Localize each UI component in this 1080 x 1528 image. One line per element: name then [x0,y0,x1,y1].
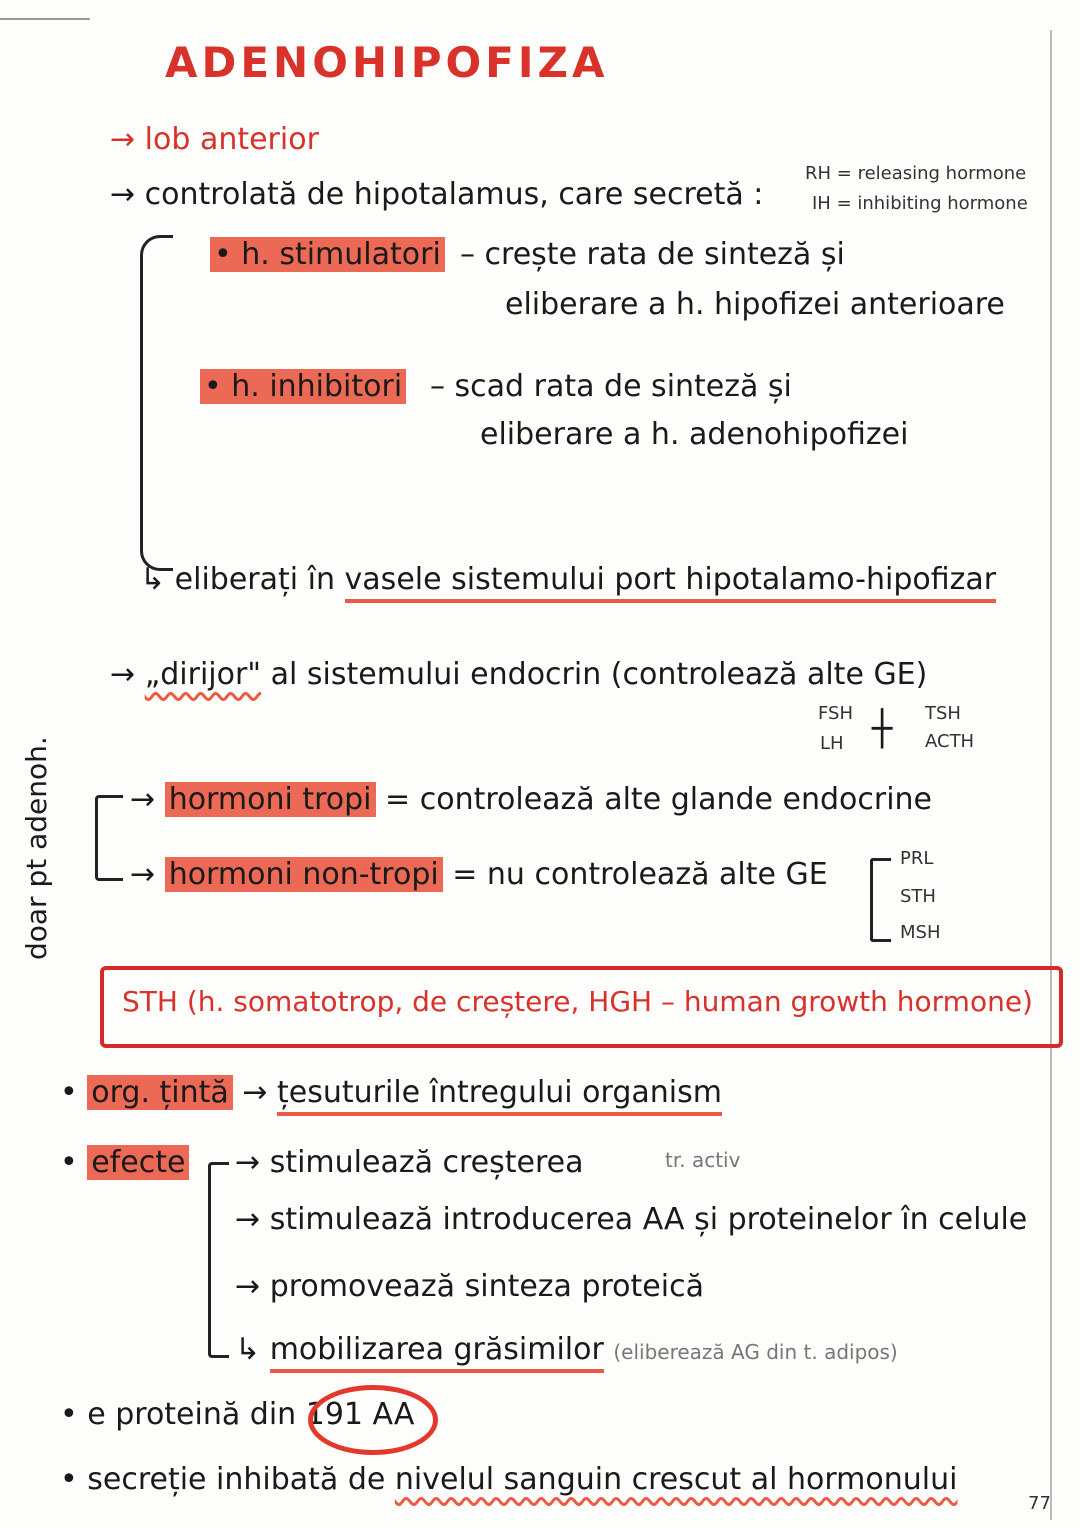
acth: ACTH [925,731,975,752]
target-organ-label: org. țintă [87,1075,233,1110]
page-number: 77 [1028,1493,1051,1514]
effect-text: mobilizarea grăsimilor [270,1332,604,1373]
sth: STH [900,886,936,907]
highlight: • h. inhibitori [200,369,406,404]
released-line [140,562,997,597]
bracket [140,235,173,571]
bracket [95,795,123,881]
prl: PRL [900,848,934,869]
protein-value: 191 AA [305,1397,415,1432]
branch-mark: ┼ [872,709,893,749]
lh: LH [820,733,844,754]
stimulatori-desc-1: – crește rata de sinteză și [460,237,845,272]
side-note: doar pt adenoh. [20,736,53,960]
effect-item: ↳ mobilizarea grăsimilor (eliberează AG din t. adipos) [235,1335,898,1365]
tropi-label: hormoni tropi [165,782,376,817]
effect-item: → stimulează creșterea [235,1145,584,1180]
secretion-value: nivelul sanguin crescut al hormonului [394,1462,958,1497]
effect-text: stimulează creșterea [269,1145,584,1180]
stimulatori-desc-2: eliberare a h. hipofizei anterioare [505,287,1005,322]
conductor-line [110,657,928,692]
conductor-rest: al sistemului endocrin (controlează alte GE) [270,657,928,692]
sth-heading [122,985,1033,1018]
sth-heading-text: STH (h. somatotrop, de creștere, HGH – human growth hormone) [122,985,1033,1018]
stimulatori-label [210,237,445,272]
conductor-word: „dirijor" [144,657,262,692]
effects-label: efecte [87,1145,189,1180]
target-organ-line: • org. țintă → țesuturile întregului organism [60,1078,722,1108]
arrow: → [242,1075,268,1110]
inhibitori-desc-1: – scad rata de sinteză și [430,369,792,404]
non-tropi-line: → hormoni non-tropi = nu controlează alte GE [130,857,828,892]
inhibitori-label [200,369,406,404]
secretion-prefix: • secreție inhibată de [60,1462,386,1497]
effects-label-line: • efecte [60,1148,189,1178]
effect-item: → stimulează introducerea AA și proteinelor în celule [235,1202,1028,1237]
ih-note: IH = inhibiting hormone [812,193,1028,214]
non-tropi-label: hormoni non-tropi [165,857,443,892]
tropi-desc: = controlează alte glande endocrine [385,782,933,817]
fat-note: (eliberează AG din t. adipos) [613,1340,898,1364]
arrow: → [110,657,136,692]
released-prefix: ↳ eliberați în [140,562,335,597]
secretion-line [60,1462,958,1497]
effect-item: → promovează sinteza proteică [235,1269,704,1304]
page-edge-line [0,18,90,20]
controlled-by: → controlată de hipotalamus, care secretă : [110,177,764,212]
tropi-line: → hormoni tropi = controlează alte glande endocrine [130,782,933,817]
inhibitori-desc-2: eliberare a h. adenohipofizei [480,417,909,452]
protein-prefix: • e proteină din [60,1397,297,1432]
msh: MSH [900,922,941,943]
active-transport-note: tr. activ [665,1148,741,1172]
target-organ-value: țesuturile întregului organism [277,1075,722,1116]
bracket [208,1162,229,1358]
circle-mark [305,1385,438,1455]
page-title: ADENOHIPOFIZA [165,38,609,87]
non-tropi-desc: = nu controlează alte GE [452,857,828,892]
fsh: FSH [818,703,853,724]
highlight: • h. stimulatori [210,237,445,272]
page-margin-line [1050,30,1052,1520]
rh-note: RH = releasing hormone [805,163,1027,184]
tsh: TSH [925,703,961,724]
lob-anterior: → lob anterior [110,122,319,157]
bracket [870,858,891,942]
released-target: vasele sistemului port hipotalamo-hipofizar [345,562,997,603]
effect-text: stimulează introducerea AA și proteinelor în celule [269,1202,1028,1237]
effect-text: promovează sinteza proteică [269,1269,704,1304]
